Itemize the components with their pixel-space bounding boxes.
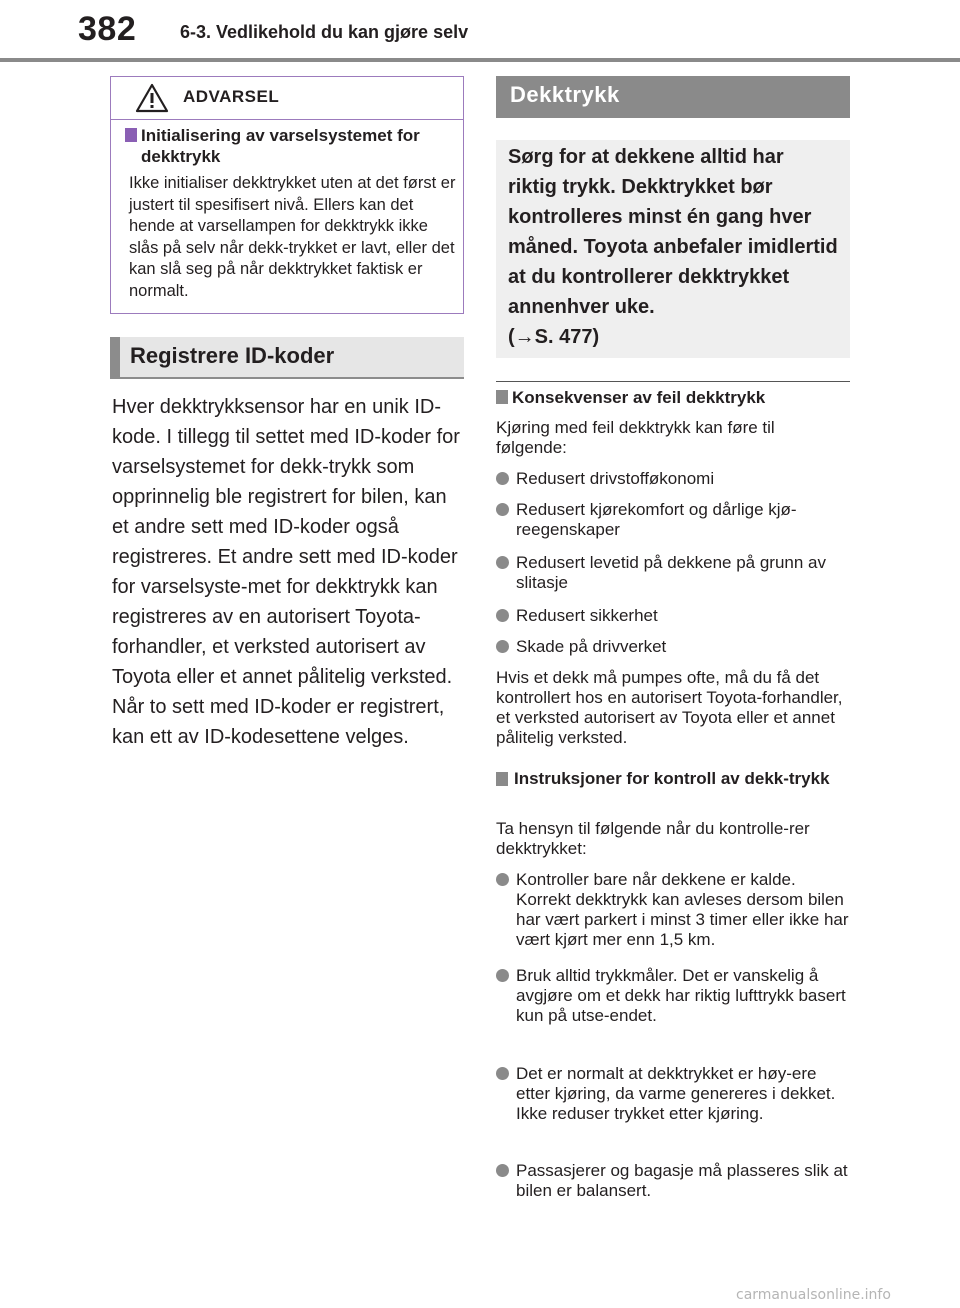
round-bullet-icon: [496, 609, 509, 622]
round-bullet-icon: [496, 969, 509, 982]
consequences-heading-text: Konsekvenser av feil dekktrykk: [512, 388, 766, 407]
list-item: Redusert kjørekomfort og dårlige kjø-reegenskaper: [496, 500, 846, 540]
round-bullet-icon: [496, 640, 509, 653]
round-bullet-icon: [496, 1067, 509, 1080]
instructions-heading-text: Instruksjoner for kontroll av dekk-trykk: [514, 769, 830, 788]
instructions-section: [496, 769, 852, 1209]
warning-subheading: [125, 125, 453, 167]
page-reference: (→S. 477): [508, 326, 600, 348]
warning-header: [111, 77, 463, 120]
round-bullet-icon: [496, 1164, 509, 1177]
tire-pressure-intro-text: Sørg for at dekkene alltid har riktig trykk. Dekktrykket bør kontrolleres minst én gang hver måned. Toyota anbefaler imidlertid at du kontrollerer dekktrykket annenhver uke.: [508, 146, 838, 318]
list-item: Det er normalt at dekktrykket er høy-ere etter kjøring, da varme genereres i dekket. Ikke reduser trykket etter kjøring.: [496, 1064, 846, 1124]
warning-body: Ikke initialiser dekktrykket uten at det først er justert til spesifisert nivå. Ellers kan det hende at varsellampen for dekktrykk ikke slås på selv når dekk-trykket er lavt, eller det kan slå seg på når dekktrykket faktisk er normalt.: [129, 174, 456, 300]
list-item: Bruk alltid trykkmåler. Det er vanskelig å avgjøre om et dekk har riktig lufttrykk basert kun på utse-endet.: [496, 966, 848, 1026]
warning-box: [110, 76, 464, 314]
consequences-outro: Hvis et dekk må pumpes ofte, må du få det kontrollert hos en autorisert Toyota-forhandler, et verksted autorisert av Toyota eller et annet pålitelig verksted.: [496, 668, 843, 747]
consequences-section: [496, 388, 852, 768]
warning-triangle-icon: [135, 83, 169, 113]
round-bullet-icon: [496, 873, 509, 886]
site-watermark: carmanualsonline.info: [736, 1287, 891, 1303]
round-bullet-icon: [496, 556, 509, 569]
page-header: [0, 0, 960, 62]
instructions-intro: Ta hensyn til følgende når du kontrolle-rer dekktrykket:: [496, 819, 810, 858]
list-item: Redusert drivstofføkonomi: [496, 469, 852, 489]
warning-label: ADVARSEL: [183, 87, 280, 106]
register-section-body: Hver dekktrykksensor har en unik ID-kode. I tillegg til settet med ID-koder for varselsystemet for dekk-trykk som opprinnelig ble registrert for bilen, kan et andre sett med ID-koder også registreres. Et andre sett med ID-koder for varselsyste-met for dekktrykk kan registreres av en autorisert Toyota-forhandler, et verksted autorisert av Toyota eller et annet pålitelig verksted. Når to sett med ID-koder er registrert, kan ett av ID-kodesettene velges.: [112, 396, 460, 748]
consequences-intro: Kjøring med feil dekktrykk kan føre til følgende:: [496, 418, 775, 457]
tire-pressure-intro-box: [496, 140, 850, 358]
list-item: Kontroller bare når dekkene er kalde. Korrekt dekktrykk kan avleses dersom bilen har vært parkert i minst 3 timer eller ikke har vært kjørt mer enn 1,5 km.: [496, 870, 854, 950]
instructions-heading: [496, 769, 846, 789]
list-item: Skade på drivverket: [496, 637, 852, 657]
page-number: 382: [78, 10, 137, 48]
tire-pressure-title: Dekktrykk: [510, 82, 620, 107]
warning-subheading-text: Initialisering av varselsystemet for dekktrykk: [141, 126, 420, 166]
consequences-heading: [496, 388, 852, 408]
square-bullet-icon: [125, 128, 137, 142]
round-bullet-icon: [496, 472, 509, 485]
chapter-title: 6-3. Vedlikehold du kan gjøre selv: [180, 22, 469, 42]
list-item: Redusert sikkerhet: [496, 606, 852, 626]
list-item: Redusert levetid på dekkene på grunn av slitasje: [496, 553, 852, 593]
square-bullet-icon: [496, 390, 508, 404]
register-section-heading: [110, 337, 464, 379]
tire-pressure-heading: [496, 76, 850, 118]
list-item: Passasjerer og bagasje må plasseres slik at bilen er balansert.: [496, 1161, 852, 1201]
round-bullet-icon: [496, 503, 509, 516]
square-bullet-icon: [496, 772, 508, 786]
register-section-title: Registrere ID-koder: [130, 343, 335, 368]
header-rule: [0, 58, 960, 62]
tire-pressure-intro: [508, 142, 838, 352]
section-divider: [496, 381, 850, 382]
